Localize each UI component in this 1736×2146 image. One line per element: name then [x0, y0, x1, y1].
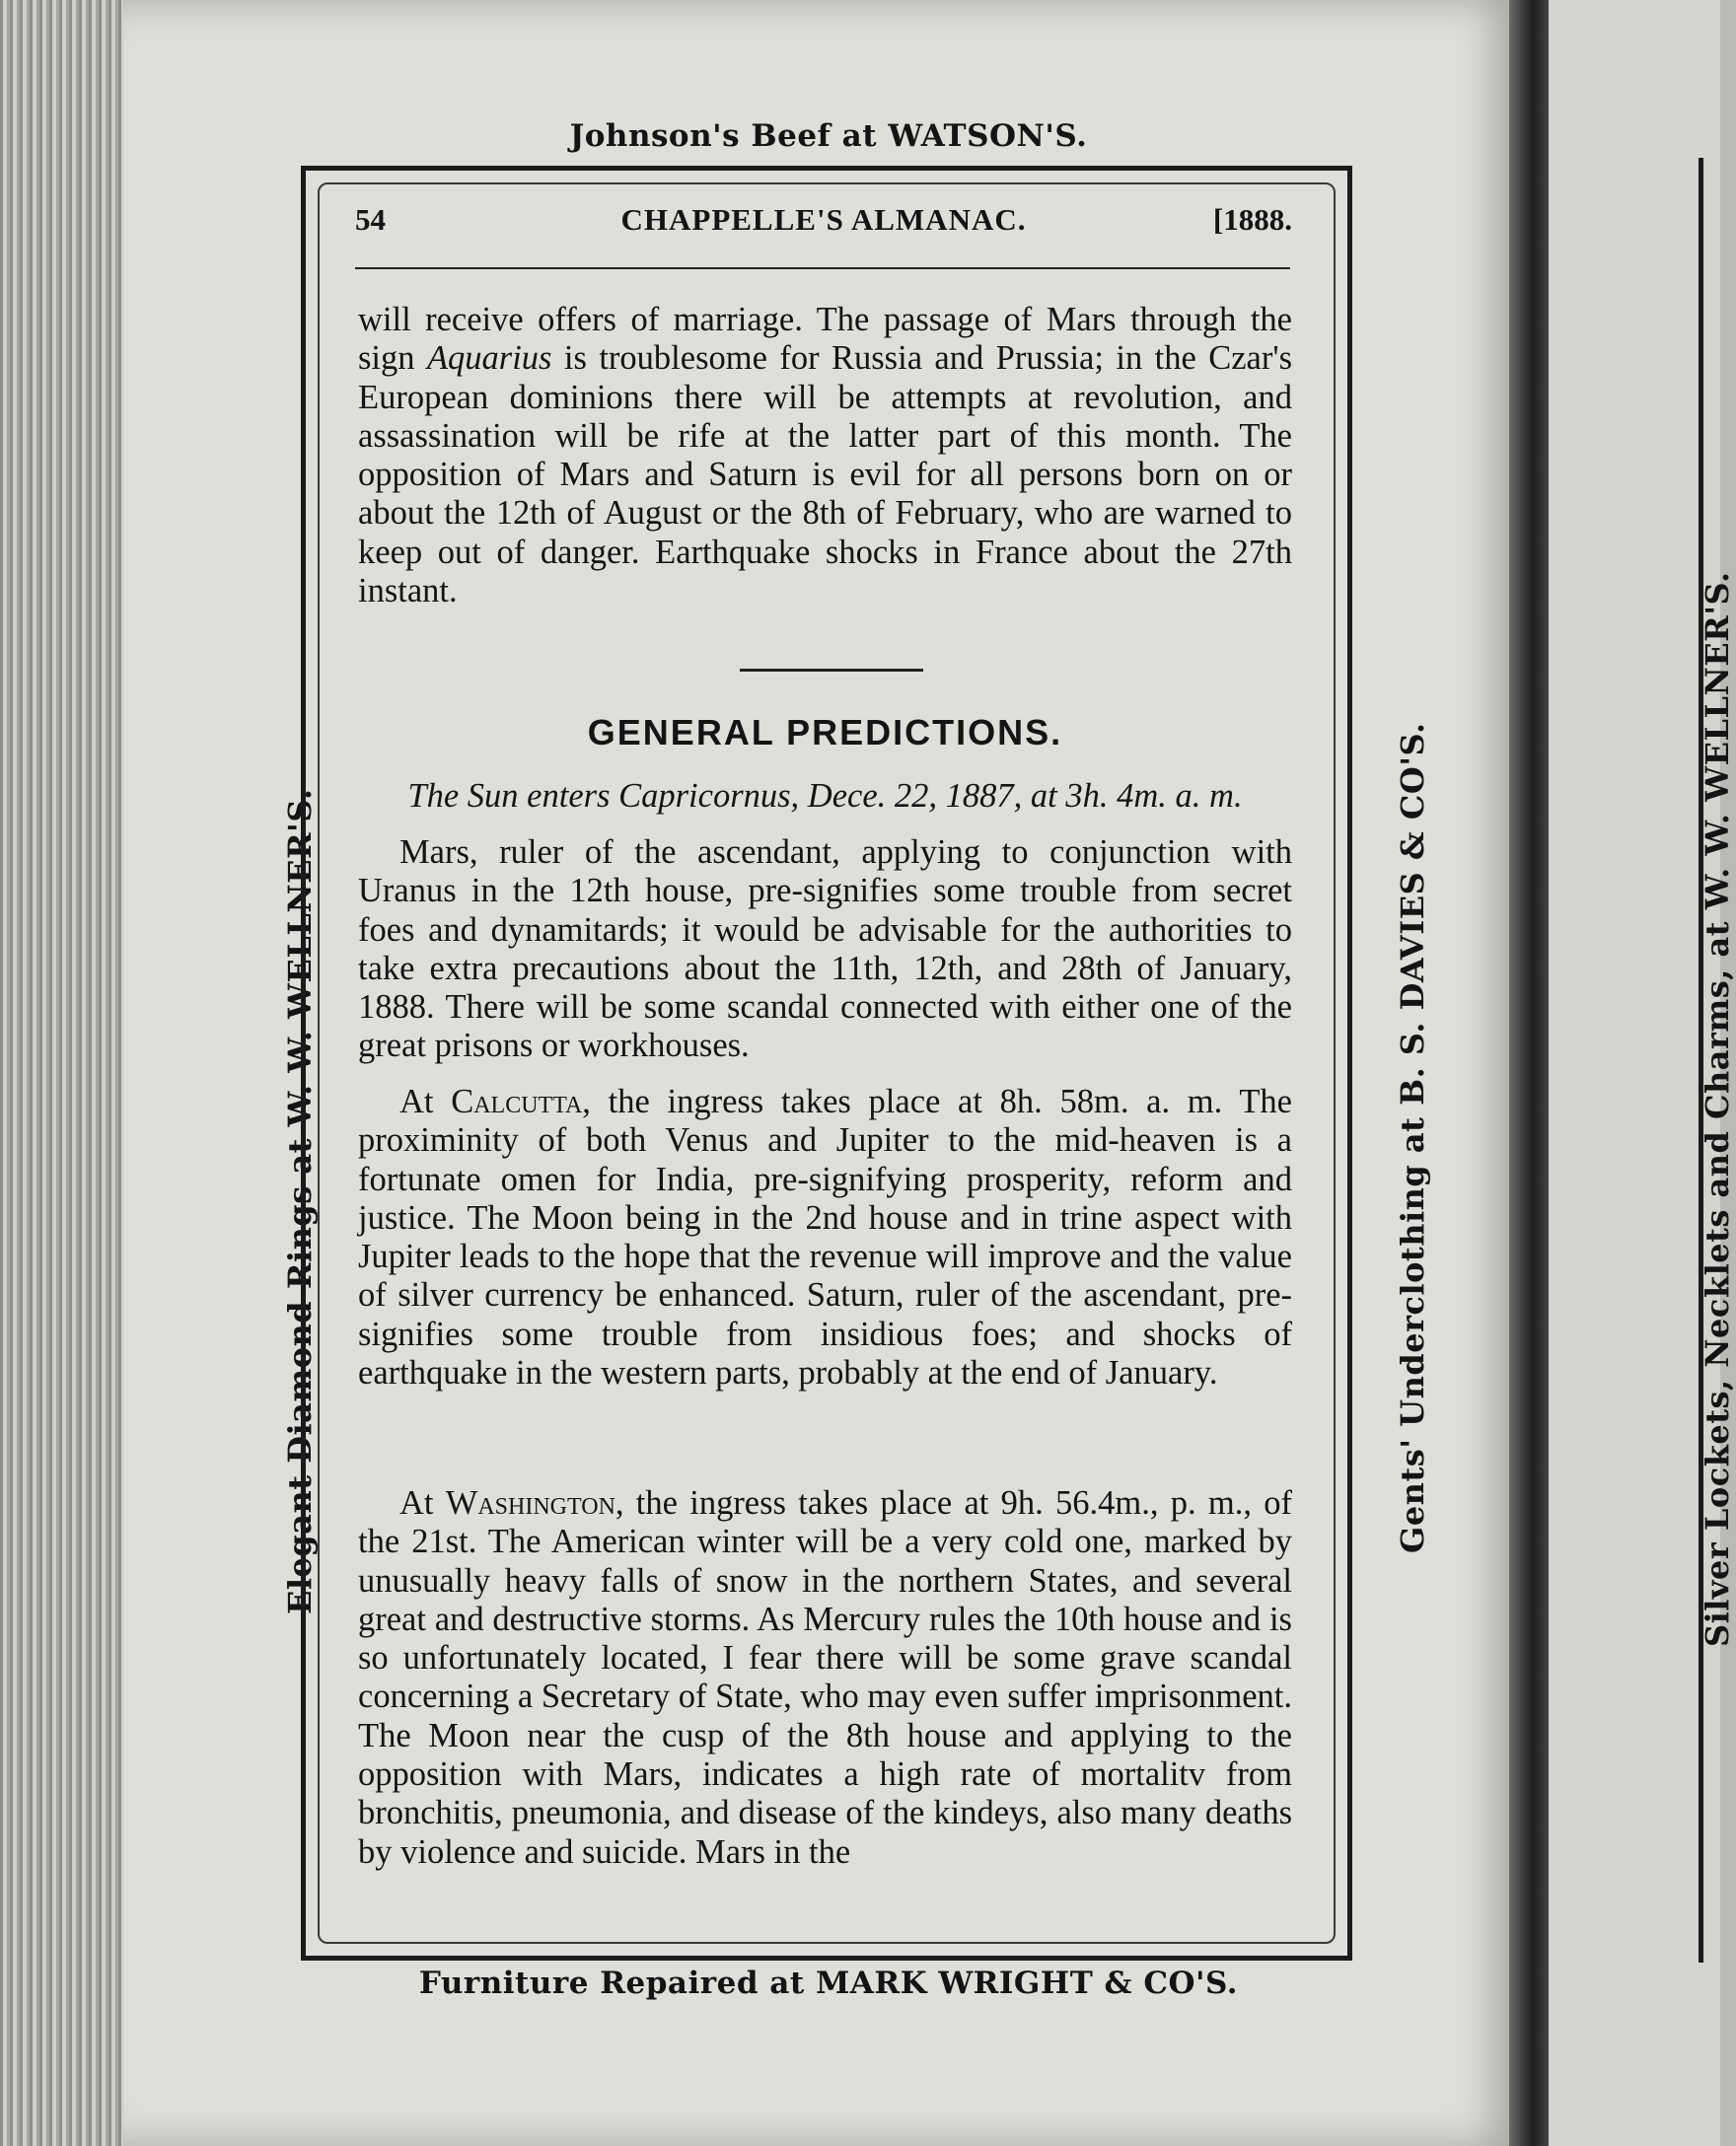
left-side-advertisement: Elegant Diamond Rings at W. W. WELLNER'S.	[281, 788, 319, 1614]
top-advertisement: Johnson's Beef at WATSON'S.	[569, 118, 1088, 154]
place-calcutta: Calcutta	[451, 1083, 583, 1120]
paragraph-washington	[358, 1484, 1292, 1872]
facing-page	[1549, 0, 1720, 2146]
paragraph-2-text: Mars, ruler of the ascendant, applying to conjunction with Uranus in the 12th house, pre-signifies some trouble from secret foes and dynamitards; it would be advisable for the authorities to take extra precautions about the 11th, 12th, and 28th of January, 1888. There will be some scandal connected with either one of the great prisons or workhouses.	[358, 833, 1292, 1065]
sign-aquarius: Aquarius	[426, 339, 552, 378]
bottom-advertisement: Furniture Repaired at MARK WRIGHT & CO'S.	[418, 1966, 1239, 2001]
paragraph-1-text-b: is troublesome for Russia and Prussia; in the Czar's European dominions there will be attempts at revolution, and assassination will be rife at the latter part of this month. The opposition of Mars and Saturn is evil for all persons born on or about the 12th of August or the 8th of February, who are warned to keep out of danger. Earthquake shocks in France about the 27th instant.	[358, 339, 1292, 610]
paragraph-mars	[358, 833, 1292, 1066]
section-title: GENERAL PREDICTIONS.	[587, 712, 1063, 752]
section-subtitle: The Sun enters Capricornus, Dece. 22, 1887, at 3h. 4m. a. m.	[407, 777, 1243, 815]
section-divider	[740, 669, 923, 672]
book-gutter	[1509, 0, 1549, 2146]
paragraph-3-text: , the ingress takes place at 8h. 58m. a. m. The proximinity of both Venus and Jupiter to the mid-heaven is a fortunate omen for India, pre-signifying prosperity, reform and justice. The Moon being in the 2nd house and in trine aspect with Jupiter leads to the hope that the revenue will improve and the value of silver currency be enhanced. Saturn, ruler of the ascendant, pre-signifies some trouble from insidious foes; and shocks of earthquake in the western parts, probably at the end of January.	[358, 1083, 1292, 1393]
paragraph-4-lead: At	[399, 1484, 446, 1522]
book-page-edges	[0, 0, 128, 2146]
paragraph-calcutta	[358, 1083, 1292, 1393]
paragraph-1-text-a: will receive offers of marriage. The passage of Mars through the sign	[358, 301, 1292, 378]
place-washington: Washington	[445, 1484, 615, 1522]
almanac-year: [1888.	[1212, 202, 1292, 237]
paragraph-4-text: , the ingress takes place at 9h. 56.4m., p. m., of the 21st. The American winter will be a very cold one, marked by unusually heavy falls of snow in the northern States, and several great and destructive storms. As Mercury rules the 10th house and is so unfortunately located, I fear there will be some grave scandal concerning a Secretary of State, who may even suffer imprisonment. The Moon near the cusp of the 8th house and applying to the opposition with Mars, indicates a high rate of mortalitv from bronchitis, pneumonia, and disease of the kindeys, also many deaths by violence and suicide. Mars in the	[358, 1484, 1293, 1871]
facing-page-advertisement: Silver Lockets, Necklets and Charms, at W. W. WELLNER'S.	[1699, 571, 1736, 1647]
almanac-title: CHAPPELLE'S ALMANAC.	[620, 202, 1027, 237]
page-number: 54	[355, 202, 386, 237]
paragraph-3-lead: At	[399, 1083, 452, 1120]
right-side-advertisement: Gents' Underclothing at B. S. DAVIES & CO'S.	[1394, 722, 1431, 1553]
running-head	[355, 202, 1292, 247]
paragraph-continued	[358, 301, 1292, 610]
header-rule	[355, 267, 1290, 269]
